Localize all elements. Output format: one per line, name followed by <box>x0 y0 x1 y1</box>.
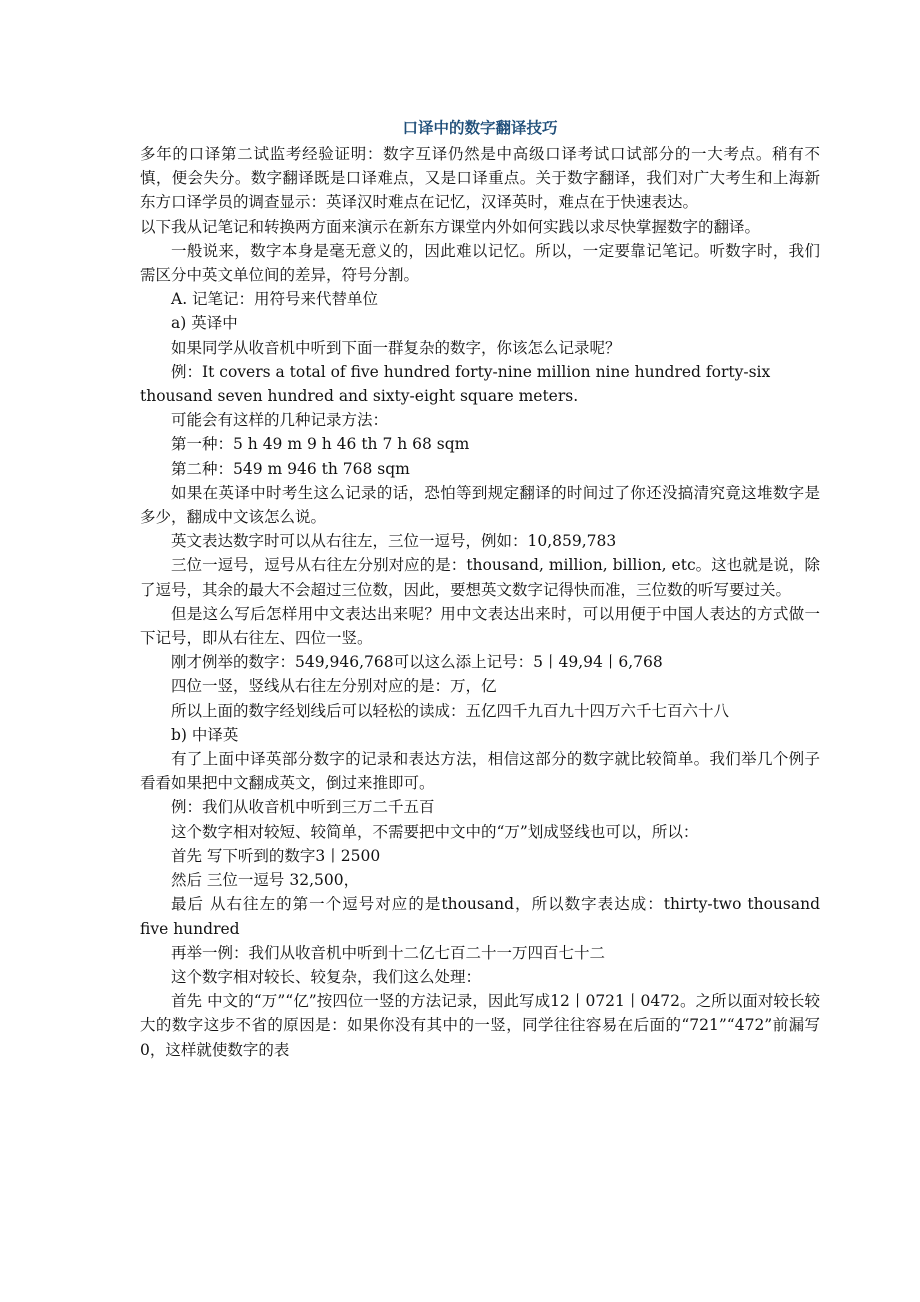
paragraph-chinese-marking: 但是这么写后怎样用中文表达出来呢？用中文表达出来时，可以用便于中国人表达的方式做一下记号，即从右往左、四位一竖。 <box>140 604 820 648</box>
document-page <box>140 114 820 1062</box>
paragraph-question: 如果同学从收音机中听到下面一群复杂的数字，你该怎么记录呢？ <box>171 338 621 357</box>
subsection-heading-zh-en: b) 中译英 <box>171 725 239 744</box>
paragraph-reading: 所以上面的数字经划线后可以轻松的读成：五亿四千九百九十四万六千七百六十八 <box>171 701 730 720</box>
paragraph-comma-mapping: 三位一逗号，逗号从右往左分别对应的是：thousand, million, billion, etc。这也就是说，除了逗号，其余的最大不会超过三位数，因此，要想英文数字记得快而准，三位数的听写要过关。 <box>140 556 820 599</box>
paragraph-general: 一般说来，数字本身是毫无意义的，因此难以记忆。所以，一定要靠记笔记。听数字时，我们需区分中英文单位间的差异，符号分割。 <box>140 241 820 285</box>
paragraph-methods-intro: 可能会有这样的几种记录方法： <box>171 411 389 430</box>
paragraph-example-zh-1: 例：我们从收音机中听到三万二千五百 <box>171 798 435 817</box>
paragraph-zh-en-intro: 有了上面中译英部分数字的记录和表达方法，相信这部分的数字就比较简单。我们举几个例子看看如果把中文翻成英文，倒过来推即可。 <box>140 750 820 793</box>
paragraph-example-zh-2: 再举一例：我们从收音机中听到十二亿七百二十一万四百七十二 <box>171 943 606 962</box>
paragraph-bar-mapping: 四位一竖，竖线从右往左分别对应的是：万，亿 <box>171 677 497 696</box>
paragraph-intro: 多年的口译第二试监考经验证明：数字互译仍然是中高级口译考试口试部分的一大考点。稍有不慎，便会失分。数字翻译既是口译难点，又是口译重点。关于数字翻译，我们对广大考生和上海新东方口译学员的调查显示：英译汉时难点在记忆，汉译英时，难点在于快速表达。 <box>140 145 820 212</box>
paragraph-overview: 以下我从记笔记和转换两方面来演示在新东方课堂内外如何实践以求尽快掌握数字的翻译。 <box>140 217 761 236</box>
paragraph-comma-rule: 英文表达数字时可以从右往左，三位一逗号，例如：10,859,783 <box>171 532 617 551</box>
paragraph-warning: 如果在英译中时考生这么记录的话，恐怕等到规定翻译的时间过了你还没搞清究竟这堆数字是多少，翻成中文该怎么说。 <box>140 483 820 527</box>
paragraph-short-number: 这个数字相对较短、较简单，不需要把中文中的“万”划成竖线也可以，所以： <box>171 822 699 841</box>
document-title: 口译中的数字翻译技巧 <box>402 119 558 137</box>
paragraph-step-then: 然后 三位一逗号 32,500， <box>171 871 360 890</box>
section-heading-a: A. 记笔记：用符号来代替单位 <box>171 290 379 309</box>
paragraph-step-last: 最后 从右往左的第一个逗号对应的是thousand，所以数字表达成：thirty-two thousand five hundred <box>140 895 820 938</box>
paragraph-example-en: 例：It covers a total of five hundred forty-nine million nine hundred forty-six thousand seven hundred and sixty-eight square meters. <box>140 362 771 406</box>
paragraph-step-first: 首先 写下听到的数字3丨2500 <box>171 846 381 865</box>
paragraph-long-step-first: 首先 中文的“万”“亿”按四位一竖的方法记录，因此写成12丨0721丨0472。之所以面对较长较大的数字这步不省的原因是：如果你没有其中的一竖，同学往往容易在后面的“721”“472”前漏写0，这样就使数字的表 <box>140 992 820 1059</box>
paragraph-method-2: 第二种：549 m 946 th 768 sqm <box>171 459 410 478</box>
paragraph-marking-example: 刚才例举的数字：549,946,768可以这么添上记号：5丨49,94丨6,768 <box>171 653 663 672</box>
paragraph-long-number: 这个数字相对较长、较复杂，我们这么处理： <box>171 967 482 986</box>
subsection-heading-en-zh: a) 英译中 <box>171 314 238 333</box>
paragraph-method-1: 第一种：5 h 49 m 9 h 46 th 7 h 68 sqm <box>171 435 470 454</box>
